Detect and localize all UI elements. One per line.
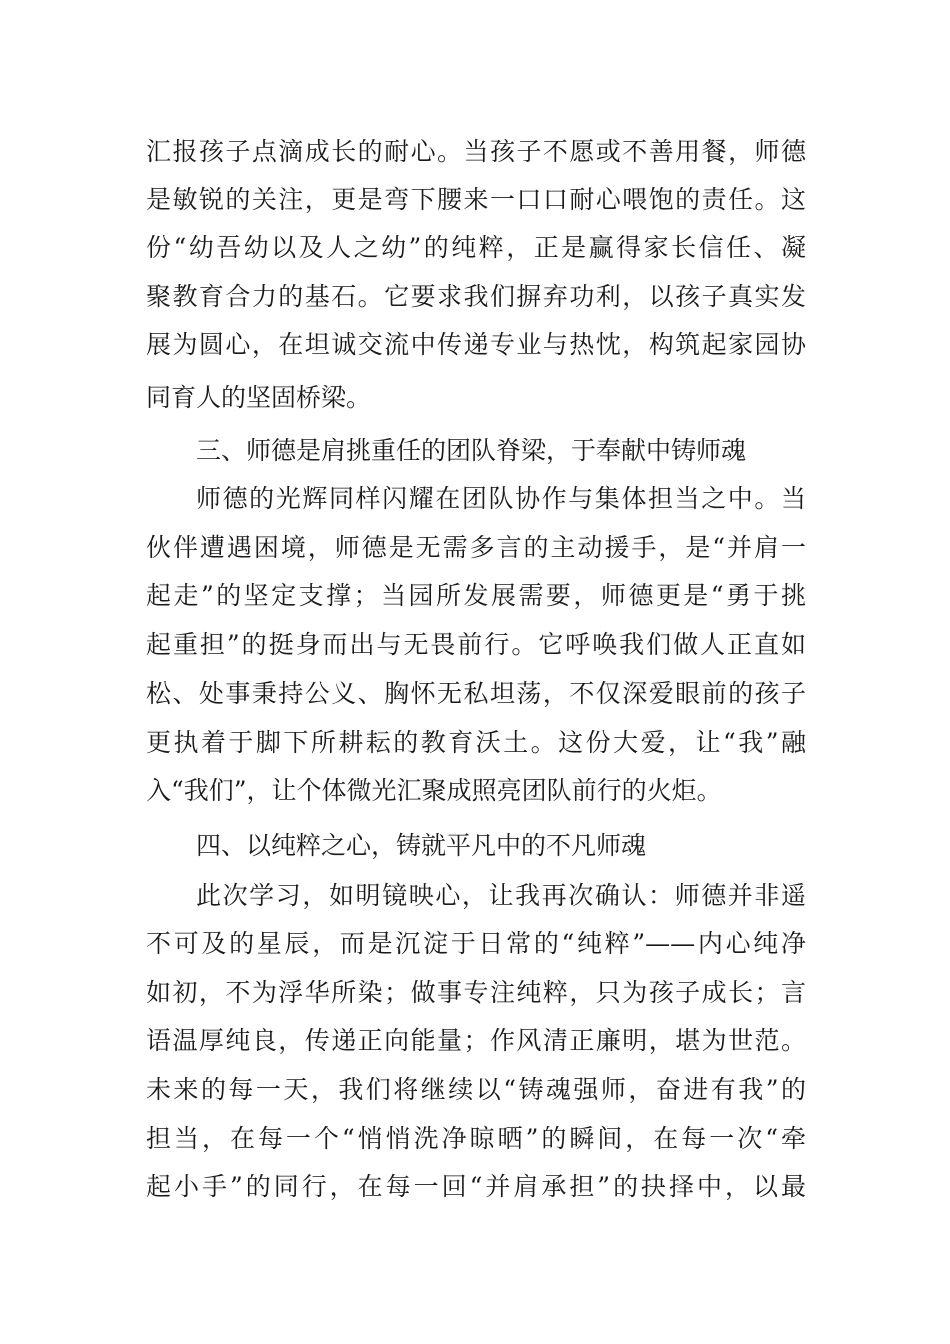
paragraph-line: 未来的每一天，我们将继续以“铸魂强师，奋进有我”的: [146, 1075, 806, 1104]
paragraph-line: 汇报孩子点滴成长的耐心。当孩子不愿或不善用餐，师德: [146, 137, 806, 166]
paragraph-line: 语温厚纯良，传递正向能量；作风清正廉明，堪为世范。: [146, 1026, 806, 1055]
paragraph-line: 起重担”的挺身而出与无畏前行。它呼唤我们做人正直如: [146, 630, 806, 659]
paragraph-line: 不可及的星辰，而是沉淀于日常的“纯粹”——内心纯净: [146, 929, 806, 958]
section-heading: 三、师德是肩挑重任的团队脊梁，于奉献中铸师魂: [196, 436, 747, 465]
paragraph-line: 起走”的坚定支撑；当园所发展需要，师德更是“勇于挑: [146, 581, 806, 610]
paragraph-line: 聚教育合力的基石。它要求我们摒弃功利，以孩子真实发: [146, 282, 806, 311]
paragraph-line: 是敏锐的关注，更是弯下腰来一口口耐心喂饱的责任。这: [146, 185, 806, 214]
paragraph-line: 入“我们”，让个体微光汇聚成照亮团队前行的火炬。: [146, 776, 722, 805]
paragraph-line: 起小手”的同行，在每一回“并肩承担”的抉择中，以最: [146, 1172, 806, 1201]
paragraph-line: 伙伴遭遇困境，师德是无需多言的主动援手，是“并肩一: [146, 533, 806, 562]
paragraph-line: 份“幼吾幼以及人之幼”的纯粹，正是赢得家长信任、凝: [146, 233, 806, 262]
paragraph-line: 如初，不为浮华所染；做事专注纯粹，只为孩子成长；言: [146, 978, 806, 1007]
paragraph-line: 担当，在每一个“悄悄洗净晾晒”的瞬间，在每一次“牵: [146, 1124, 806, 1153]
paragraph-line: 同育人的坚固桥梁。: [146, 383, 372, 412]
paragraph-line: 此次学习，如明镜映心，让我再次确认：师德并非遥: [196, 881, 806, 910]
section-heading: 四、以纯粹之心，铸就平凡中的不凡师魂: [196, 831, 647, 860]
paragraph-line: 展为圆心，在坦诚交流中传递专业与热忱，构筑起家园协: [146, 330, 806, 359]
paragraph-line: 师德的光辉同样闪耀在团队协作与集体担当之中。当: [196, 484, 806, 513]
paragraph-line: 更执着于脚下所耕耘的教育沃土。这份大爱，让“我”融: [146, 728, 806, 757]
paragraph-line: 松、处事秉持公义、胸怀无私坦荡，不仅深爱眼前的孩子: [146, 679, 806, 708]
